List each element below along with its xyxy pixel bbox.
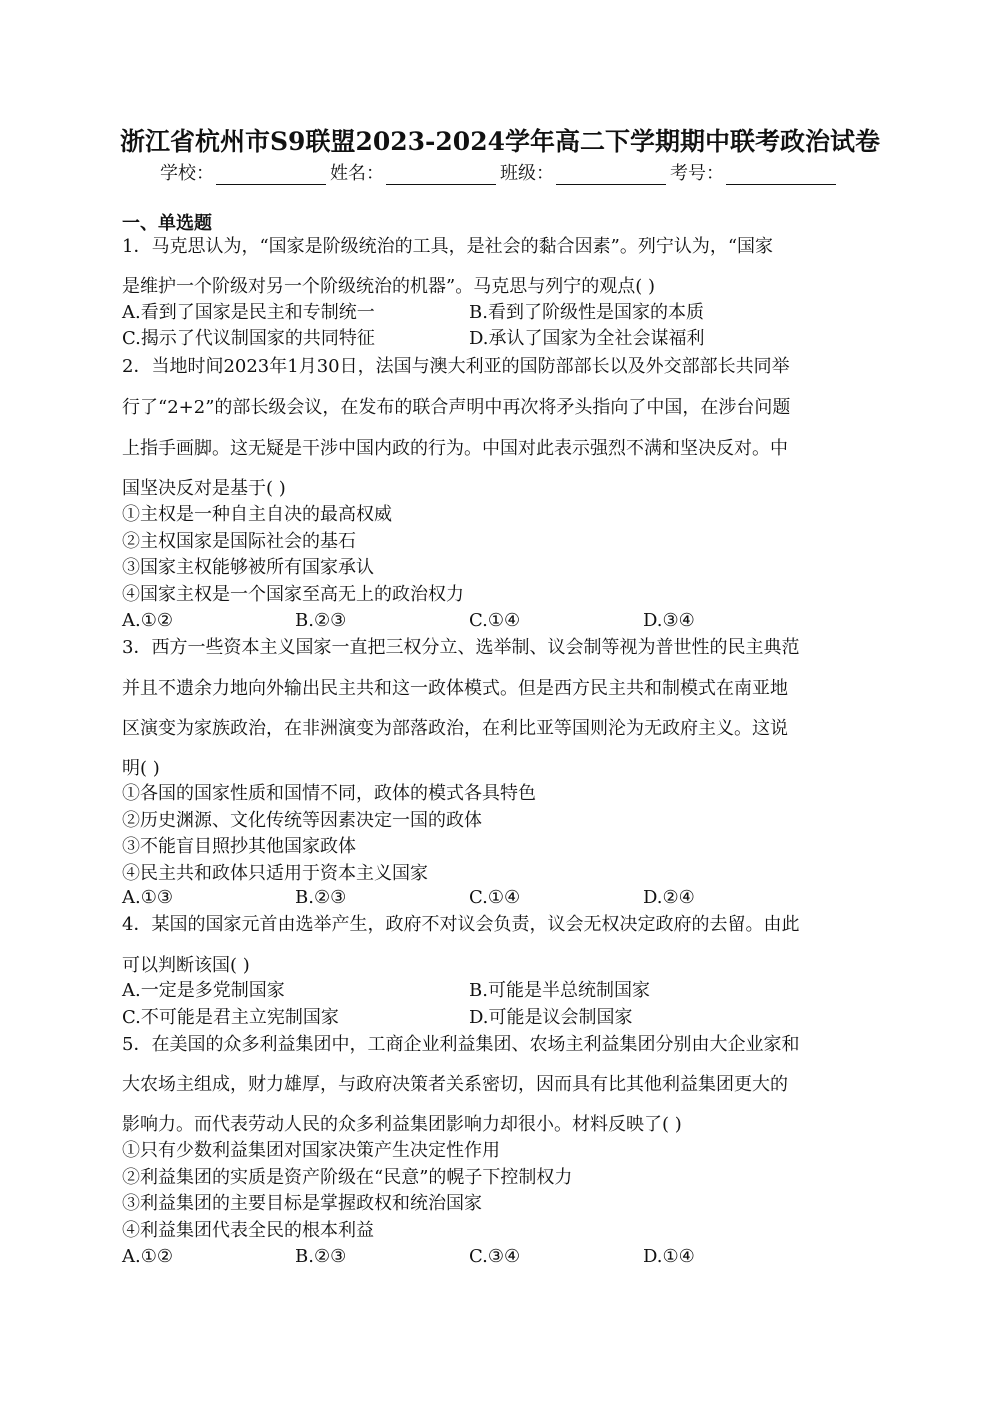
question-2-statement: ①主权是一种自主自决的最高权威: [122, 504, 392, 525]
name-blank[interactable]: [386, 166, 496, 185]
option-3a: A.①③: [122, 887, 173, 908]
question-2-line: 上指手画脚。这无疑是干涉中国内政的行为。中国对此表示强烈不满和坚决反对。中: [122, 438, 788, 459]
question-5-statement: ②利益集团的实质是资产阶级在“民意”的幌子下控制权力: [122, 1167, 573, 1188]
question-1-line: 1．马克思认为，“国家是阶级统治的工具，是社会的黏合因素”。列宁认为，“国家: [122, 236, 774, 257]
class-label: 班级：: [500, 163, 554, 184]
option-3b: B.②③: [295, 887, 347, 908]
question-5-statement: ③利益集团的主要目标是掌握政权和统治国家: [122, 1193, 482, 1214]
question-3-statement: ①各国的国家性质和国情不同，政体的模式各具特色: [122, 783, 536, 804]
option-2a: A.①②: [122, 610, 173, 631]
option-1a: A.看到了国家是民主和专制统一: [122, 302, 375, 323]
option-1d: D.承认了国家为全社会谋福利: [469, 328, 705, 349]
option-4c: C.不可能是君主立宪制国家: [122, 1007, 339, 1028]
option-5b: B.②③: [295, 1246, 347, 1267]
option-4a: A.一定是多党制国家: [122, 980, 285, 1001]
question-5-statement: ①只有少数利益集团对国家决策产生决定性作用: [122, 1140, 500, 1161]
student-info-line: [0, 159, 1000, 185]
question-2-line: 国坚决反对是基于( ): [122, 478, 286, 499]
question-2-line: 2．当地时间2023年1月30日，法国与澳大利亚的国防部部长以及外交部部长共同举: [122, 356, 790, 377]
question-2-statement: ④国家主权是一个国家至高无上的政治权力: [122, 584, 464, 605]
school-blank[interactable]: [216, 166, 326, 185]
exam-number-label: 考号：: [670, 163, 724, 184]
option-4d: D.可能是议会制国家: [469, 1007, 633, 1028]
school-label: 学校：: [160, 163, 214, 184]
option-1b: B.看到了阶级性是国家的本质: [469, 302, 704, 323]
section-title: 一、单选题: [122, 213, 212, 234]
option-2d: D.③④: [643, 610, 695, 631]
question-5-line: 影响力。而代表劳动人民的众多利益集团影响力却很小。材料反映了( ): [122, 1114, 682, 1135]
question-5-line: 5．在美国的众多利益集团中，工商企业利益集团、农场主利益集团分别由大企业家和: [122, 1034, 800, 1055]
option-1c: C.揭示了代议制国家的共同特征: [122, 328, 375, 349]
question-2-statement: ②主权国家是国际社会的基石: [122, 531, 356, 552]
class-blank[interactable]: [556, 166, 666, 185]
question-4-line: 4．某国的国家元首由选举产生，政府不对议会负责，议会无权决定政府的去留。由此: [122, 914, 800, 935]
option-3c: C.①④: [469, 887, 521, 908]
question-3-statement: ④民主共和政体只适用于资本主义国家: [122, 863, 428, 884]
question-2-line: 行了“2+2”的部长级会议，在发布的联合声明中再次将矛头指向了中国，在涉台问题: [122, 397, 791, 418]
question-5-statement: ④利益集团代表全民的根本利益: [122, 1220, 374, 1241]
question-3-line: 区演变为家族政治，在非洲演变为部落政治，在利比亚等国则沦为无政府主义。这说: [122, 718, 788, 739]
question-2-statement: ③国家主权能够被所有国家承认: [122, 557, 374, 578]
option-5a: A.①②: [122, 1246, 173, 1267]
question-5-line: 大农场主组成，财力雄厚，与政府决策者关系密切，因而具有比其他利益集团更大的: [122, 1074, 788, 1095]
question-4-line: 可以判断该国( ): [122, 955, 250, 976]
question-3-line: 并且不遗余力地向外输出民主共和这一政体模式。但是西方民主共和制模式在南亚地: [122, 678, 788, 699]
option-4b: B.可能是半总统制国家: [469, 980, 650, 1001]
exam-number-blank[interactable]: [726, 166, 836, 185]
question-1-line: 是维护一个阶级对另一个阶级统治的机器”。马克思与列宁的观点( ): [122, 276, 655, 297]
name-label: 姓名：: [330, 163, 384, 184]
question-3-line: 明( ): [122, 758, 160, 779]
question-3-statement: ②历史渊源、文化传统等因素决定一国的政体: [122, 810, 482, 831]
option-5c: C.③④: [469, 1246, 521, 1267]
exam-title: 浙江省杭州市S9联盟2023-2024学年高二下学期期中联考政治试卷: [120, 127, 880, 156]
question-3-line: 3．西方一些资本主义国家一直把三权分立、选举制、议会制等视为普世性的民主典范: [122, 637, 800, 658]
question-3-statement: ③不能盲目照抄其他国家政体: [122, 836, 356, 857]
option-3d: D.②④: [643, 887, 695, 908]
option-2c: C.①④: [469, 610, 521, 631]
option-5d: D.①④: [643, 1246, 695, 1267]
option-2b: B.②③: [295, 610, 347, 631]
